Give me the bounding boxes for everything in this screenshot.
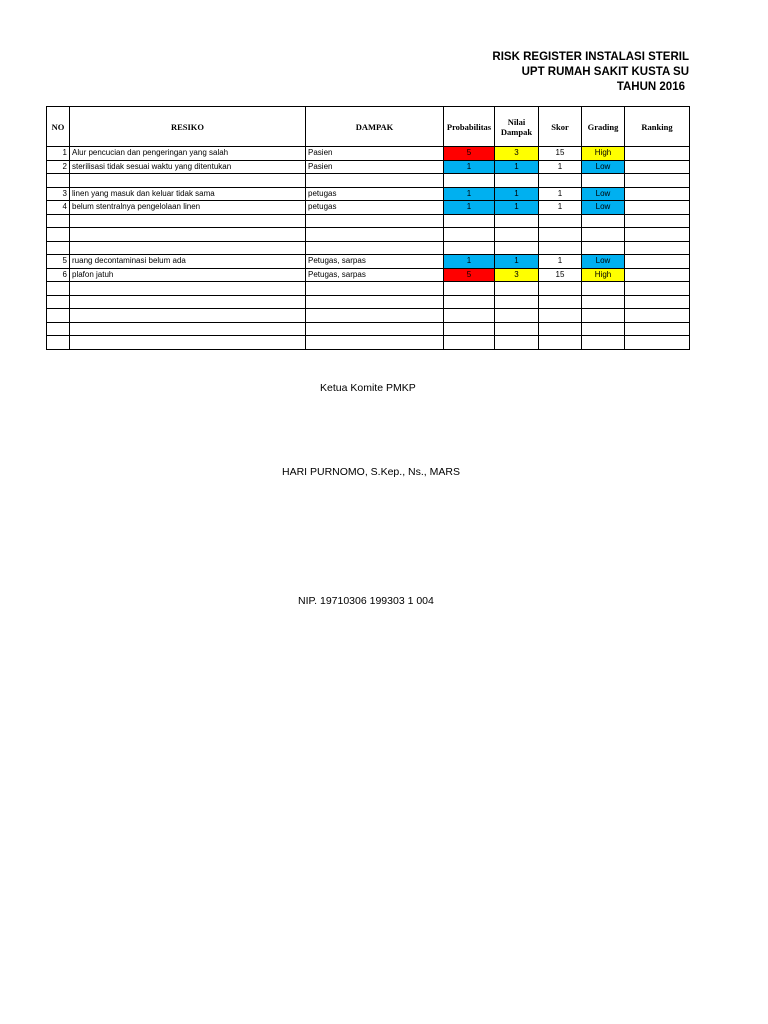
cell-probabilitas: 5 bbox=[444, 147, 495, 161]
cell-resiko bbox=[70, 228, 306, 242]
cell-no bbox=[47, 309, 70, 323]
cell-skor bbox=[539, 174, 582, 188]
cell-ranking bbox=[625, 282, 690, 296]
cell-ranking bbox=[625, 174, 690, 188]
table-row bbox=[47, 295, 690, 309]
cell-skor bbox=[539, 241, 582, 255]
cell-no: 4 bbox=[47, 201, 70, 215]
cell-skor: 15 bbox=[539, 147, 582, 161]
cell-ranking bbox=[625, 309, 690, 323]
table-row bbox=[47, 147, 690, 161]
cell-nilai-dampak bbox=[495, 228, 539, 242]
cell-skor bbox=[539, 295, 582, 309]
cell-ranking bbox=[625, 241, 690, 255]
cell-nilai-dampak bbox=[495, 322, 539, 336]
document-institution: UPT RUMAH SAKIT KUSTA SU bbox=[521, 66, 689, 78]
cell-grading bbox=[582, 282, 625, 296]
cell-probabilitas: 1 bbox=[444, 255, 495, 269]
cell-skor: 1 bbox=[539, 160, 582, 174]
column-header-probabilitas: Probabilitas bbox=[444, 107, 495, 147]
cell-resiko bbox=[70, 241, 306, 255]
cell-nilai-dampak bbox=[495, 309, 539, 323]
cell-grading: Low bbox=[582, 201, 625, 215]
cell-skor bbox=[539, 214, 582, 228]
cell-skor bbox=[539, 322, 582, 336]
table-row bbox=[47, 309, 690, 323]
cell-skor bbox=[539, 309, 582, 323]
cell-no bbox=[47, 228, 70, 242]
cell-grading bbox=[582, 228, 625, 242]
signature-role: Ketua Komite PMKP bbox=[320, 382, 416, 394]
cell-resiko bbox=[70, 282, 306, 296]
table-row bbox=[47, 228, 690, 242]
cell-probabilitas bbox=[444, 322, 495, 336]
column-header-dampak: DAMPAK bbox=[306, 107, 444, 147]
cell-probabilitas: 1 bbox=[444, 187, 495, 201]
cell-nilai-dampak bbox=[495, 241, 539, 255]
cell-grading bbox=[582, 241, 625, 255]
risk-table-body bbox=[47, 147, 690, 350]
cell-dampak bbox=[306, 309, 444, 323]
table-row bbox=[47, 214, 690, 228]
cell-resiko: plafon jatuh bbox=[70, 268, 306, 282]
cell-no bbox=[47, 322, 70, 336]
table-row bbox=[47, 282, 690, 296]
table-row bbox=[47, 187, 690, 201]
cell-ranking bbox=[625, 147, 690, 161]
cell-resiko: belum stentralnya pengelolaan linen bbox=[70, 201, 306, 215]
table-row bbox=[47, 336, 690, 350]
cell-nilai-dampak bbox=[495, 214, 539, 228]
cell-skor: 15 bbox=[539, 268, 582, 282]
cell-dampak: Pasien bbox=[306, 160, 444, 174]
cell-dampak: petugas bbox=[306, 201, 444, 215]
signature-name: HARI PURNOMO, S.Kep., Ns., MARS bbox=[282, 466, 460, 478]
cell-dampak bbox=[306, 322, 444, 336]
cell-nilai-dampak bbox=[495, 174, 539, 188]
table-row bbox=[47, 241, 690, 255]
cell-grading bbox=[582, 214, 625, 228]
table-row bbox=[47, 322, 690, 336]
cell-no bbox=[47, 282, 70, 296]
column-header-grading: Grading bbox=[582, 107, 625, 147]
cell-nilai-dampak bbox=[495, 295, 539, 309]
cell-no bbox=[47, 241, 70, 255]
cell-dampak: petugas bbox=[306, 187, 444, 201]
cell-ranking bbox=[625, 255, 690, 269]
cell-nilai-dampak: 1 bbox=[495, 201, 539, 215]
cell-dampak bbox=[306, 174, 444, 188]
cell-resiko: Alur pencucian dan pengeringan yang salah bbox=[70, 147, 306, 161]
cell-ranking bbox=[625, 268, 690, 282]
cell-grading: Low bbox=[582, 255, 625, 269]
cell-probabilitas bbox=[444, 228, 495, 242]
cell-probabilitas bbox=[444, 309, 495, 323]
cell-dampak bbox=[306, 295, 444, 309]
cell-dampak bbox=[306, 228, 444, 242]
cell-grading bbox=[582, 322, 625, 336]
cell-nilai-dampak: 1 bbox=[495, 255, 539, 269]
cell-resiko: ruang decontaminasi belum ada bbox=[70, 255, 306, 269]
cell-skor bbox=[539, 282, 582, 296]
cell-no: 3 bbox=[47, 187, 70, 201]
cell-no bbox=[47, 214, 70, 228]
cell-nilai-dampak: 1 bbox=[495, 187, 539, 201]
cell-nilai-dampak: 3 bbox=[495, 268, 539, 282]
cell-dampak: Petugas, sarpas bbox=[306, 268, 444, 282]
cell-probabilitas: 5 bbox=[444, 268, 495, 282]
risk-register-table bbox=[46, 106, 690, 350]
table-row bbox=[47, 160, 690, 174]
cell-probabilitas bbox=[444, 174, 495, 188]
cell-resiko bbox=[70, 336, 306, 350]
column-header-resiko: RESIKO bbox=[70, 107, 306, 147]
cell-dampak: Pasien bbox=[306, 147, 444, 161]
cell-grading bbox=[582, 336, 625, 350]
table-row bbox=[47, 255, 690, 269]
column-header-no: NO bbox=[47, 107, 70, 147]
cell-no: 1 bbox=[47, 147, 70, 161]
cell-skor bbox=[539, 228, 582, 242]
column-header-skor: Skor bbox=[539, 107, 582, 147]
cell-skor: 1 bbox=[539, 201, 582, 215]
cell-dampak: Petugas, sarpas bbox=[306, 255, 444, 269]
cell-skor bbox=[539, 336, 582, 350]
cell-resiko bbox=[70, 174, 306, 188]
cell-dampak bbox=[306, 214, 444, 228]
cell-resiko bbox=[70, 322, 306, 336]
cell-dampak bbox=[306, 336, 444, 350]
cell-resiko bbox=[70, 295, 306, 309]
cell-no bbox=[47, 295, 70, 309]
cell-ranking bbox=[625, 214, 690, 228]
cell-probabilitas bbox=[444, 336, 495, 350]
column-header-ranking: Ranking bbox=[625, 107, 690, 147]
cell-grading: Low bbox=[582, 160, 625, 174]
document-year: TAHUN 2016 bbox=[616, 81, 685, 93]
cell-ranking bbox=[625, 336, 690, 350]
cell-probabilitas bbox=[444, 214, 495, 228]
cell-grading bbox=[582, 309, 625, 323]
cell-probabilitas: 1 bbox=[444, 201, 495, 215]
cell-resiko bbox=[70, 309, 306, 323]
cell-ranking bbox=[625, 201, 690, 215]
cell-dampak bbox=[306, 282, 444, 296]
cell-no bbox=[47, 336, 70, 350]
document-title: RISK REGISTER INSTALASI STERIL bbox=[492, 51, 689, 63]
cell-probabilitas bbox=[444, 282, 495, 296]
cell-nilai-dampak: 1 bbox=[495, 160, 539, 174]
cell-grading: Low bbox=[582, 187, 625, 201]
column-header-nilai-dampak: Nilai Dampak bbox=[495, 107, 539, 147]
cell-ranking bbox=[625, 322, 690, 336]
document-title-block bbox=[492, 50, 689, 95]
table-row bbox=[47, 268, 690, 282]
cell-nilai-dampak: 3 bbox=[495, 147, 539, 161]
cell-nilai-dampak bbox=[495, 336, 539, 350]
cell-no bbox=[47, 174, 70, 188]
cell-ranking bbox=[625, 295, 690, 309]
cell-skor: 1 bbox=[539, 255, 582, 269]
cell-grading: High bbox=[582, 268, 625, 282]
cell-no: 6 bbox=[47, 268, 70, 282]
signature-nip: NIP. 19710306 199303 1 004 bbox=[298, 595, 434, 607]
cell-grading bbox=[582, 295, 625, 309]
cell-dampak bbox=[306, 241, 444, 255]
cell-nilai-dampak bbox=[495, 282, 539, 296]
cell-ranking bbox=[625, 187, 690, 201]
cell-ranking bbox=[625, 160, 690, 174]
cell-probabilitas bbox=[444, 295, 495, 309]
cell-probabilitas: 1 bbox=[444, 160, 495, 174]
cell-probabilitas bbox=[444, 241, 495, 255]
cell-no: 5 bbox=[47, 255, 70, 269]
cell-skor: 1 bbox=[539, 187, 582, 201]
cell-grading bbox=[582, 174, 625, 188]
cell-ranking bbox=[625, 228, 690, 242]
table-row bbox=[47, 174, 690, 188]
cell-no: 2 bbox=[47, 160, 70, 174]
cell-resiko bbox=[70, 214, 306, 228]
cell-grading: High bbox=[582, 147, 625, 161]
cell-resiko: linen yang masuk dan keluar tidak sama bbox=[70, 187, 306, 201]
cell-resiko: sterilisasi tidak sesuai waktu yang ditentukan bbox=[70, 160, 306, 174]
table-row bbox=[47, 201, 690, 215]
table-header-row bbox=[47, 107, 690, 147]
